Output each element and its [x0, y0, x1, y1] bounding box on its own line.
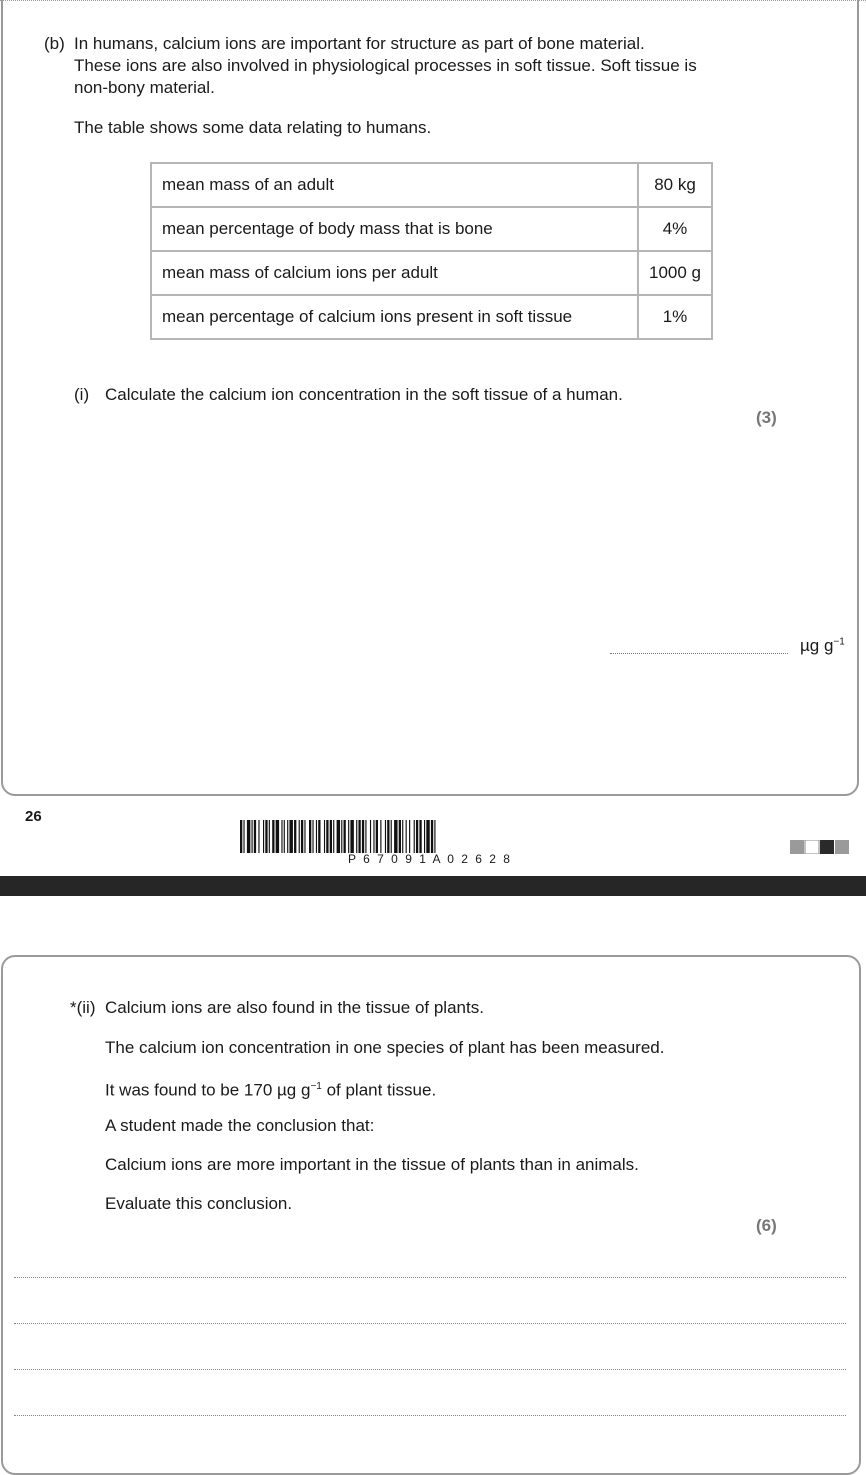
barcode-bar [312, 820, 313, 853]
barcode-bar [330, 820, 332, 853]
barcode-bar [309, 820, 311, 853]
part-ii-line-3: It was found to be 170 µg $g^{-1}$ of plant tissue. [105, 1080, 437, 1100]
barcode-bar [419, 820, 421, 853]
part-b-label: (b) [44, 34, 65, 53]
barcode-bar [326, 820, 328, 853]
table-value: 1% [638, 295, 712, 339]
barcode-bar [284, 820, 285, 853]
barcode-bar [316, 820, 317, 853]
part-ii-line-5: Calcium ions are more important in the tissue of plants than in animals. [105, 1155, 639, 1174]
barcode-bar [416, 820, 418, 853]
barcode-bar [272, 820, 274, 853]
table-row [151, 251, 712, 295]
part-b-line-3: non-bony material. [74, 78, 215, 97]
part-ii-line-4: A student made the conclusion that: [105, 1116, 375, 1135]
part-ii-line-1: Calcium ions are also found in the tissue of plants. [105, 998, 484, 1017]
barcode-bar [406, 820, 407, 853]
table-label: mean mass of an adult [151, 163, 638, 207]
barcode-bar [365, 820, 366, 853]
table-value: 80 kg [638, 163, 712, 207]
barcode-bar [385, 820, 386, 853]
barcode-bar [424, 820, 425, 853]
barcode-bar [394, 820, 397, 853]
barcode-bar [402, 820, 403, 853]
barcode-bar [434, 820, 435, 853]
part-b-line-2: These ions are also involved in physiological processes in soft tissue. Soft tissue is [74, 56, 697, 75]
human-data-table [150, 162, 713, 340]
barcode-bar [299, 820, 300, 853]
barcode-bar [387, 820, 389, 853]
table-label: mean percentage of body mass that is bone [151, 207, 638, 251]
barcode-bar [350, 820, 353, 853]
barcode-bar [258, 820, 259, 853]
table-row [151, 207, 712, 251]
writing-line[interactable] [14, 1323, 846, 1324]
barcode-bar [243, 820, 244, 853]
barcode-bar [287, 820, 288, 853]
table-intro: The table shows some data relating to humans. [74, 118, 432, 137]
barcode-bar [391, 820, 392, 853]
table-row [151, 163, 712, 207]
writing-line[interactable] [14, 1277, 846, 1278]
table-row [151, 295, 712, 339]
barcode-bar [431, 820, 433, 853]
table-value: 1000 g [638, 251, 712, 295]
barcode-bar [301, 820, 303, 853]
barcode-bar [252, 820, 253, 853]
barcode-bar [304, 820, 305, 853]
part-i-marks: (3) [756, 408, 777, 427]
barcode-bar [399, 820, 401, 853]
part-ii-label: *(ii) [70, 998, 96, 1017]
barcode-bar [376, 820, 378, 853]
barcode-bar [289, 820, 292, 853]
barcode-bar [362, 820, 364, 853]
barcode-bar [324, 820, 325, 853]
barcode-bar [318, 820, 320, 853]
barcode-bar [358, 820, 360, 853]
barcode-bar [269, 820, 270, 853]
table-label: mean percentage of calcium ions present in soft tissue [151, 295, 638, 339]
barcode-bar [348, 820, 349, 853]
barcode-bar [247, 820, 250, 853]
barcode-bar [294, 820, 296, 853]
barcode-bar [344, 820, 346, 853]
barcode-bar [380, 820, 381, 853]
barcode-text: P 6 7 0 9 1 A 0 2 6 2 8 [348, 852, 512, 866]
part-ii-marks: (6) [756, 1216, 777, 1235]
answer-line[interactable] [610, 653, 788, 654]
page-number: 26 [25, 808, 42, 825]
barcode-bar [341, 820, 342, 853]
table-value: 4% [638, 207, 712, 251]
barcode [240, 820, 620, 853]
barcode-bar [370, 820, 371, 853]
writing-line[interactable] [14, 1369, 846, 1370]
table-label: mean mass of calcium ions per adult [151, 251, 638, 295]
barcode-bar [409, 820, 410, 853]
barcode-bar [265, 820, 267, 853]
corner-marks [790, 840, 850, 854]
answer-unit: µg $g^{-1}$ [800, 636, 845, 655]
barcode-bar [356, 820, 357, 853]
barcode-bar [240, 820, 242, 853]
barcode-bar [276, 820, 279, 853]
barcode-bar [373, 820, 374, 853]
page-divider-band [0, 876, 866, 896]
barcode-bar [333, 820, 334, 853]
barcode-bar [414, 820, 415, 853]
part-i-label: (i) [74, 385, 90, 404]
barcode-bar [337, 820, 340, 853]
writing-line[interactable] [14, 1415, 846, 1416]
barcode-bar [263, 820, 264, 853]
question-ii-box [1, 955, 861, 1475]
part-i-question: Calculate the calcium ion concentration in the soft tissue of a human. [105, 385, 623, 404]
part-b-line-1: In humans, calcium ions are important for structure as part of bone material. [74, 34, 645, 53]
barcode-bar [426, 820, 429, 853]
part-ii-line-2: The calcium ion concentration in one species of plant has been measured. [105, 1038, 665, 1057]
barcode-bar [254, 820, 256, 853]
barcode-bar [281, 820, 282, 853]
part-ii-line-6: Evaluate this conclusion. [105, 1194, 293, 1213]
